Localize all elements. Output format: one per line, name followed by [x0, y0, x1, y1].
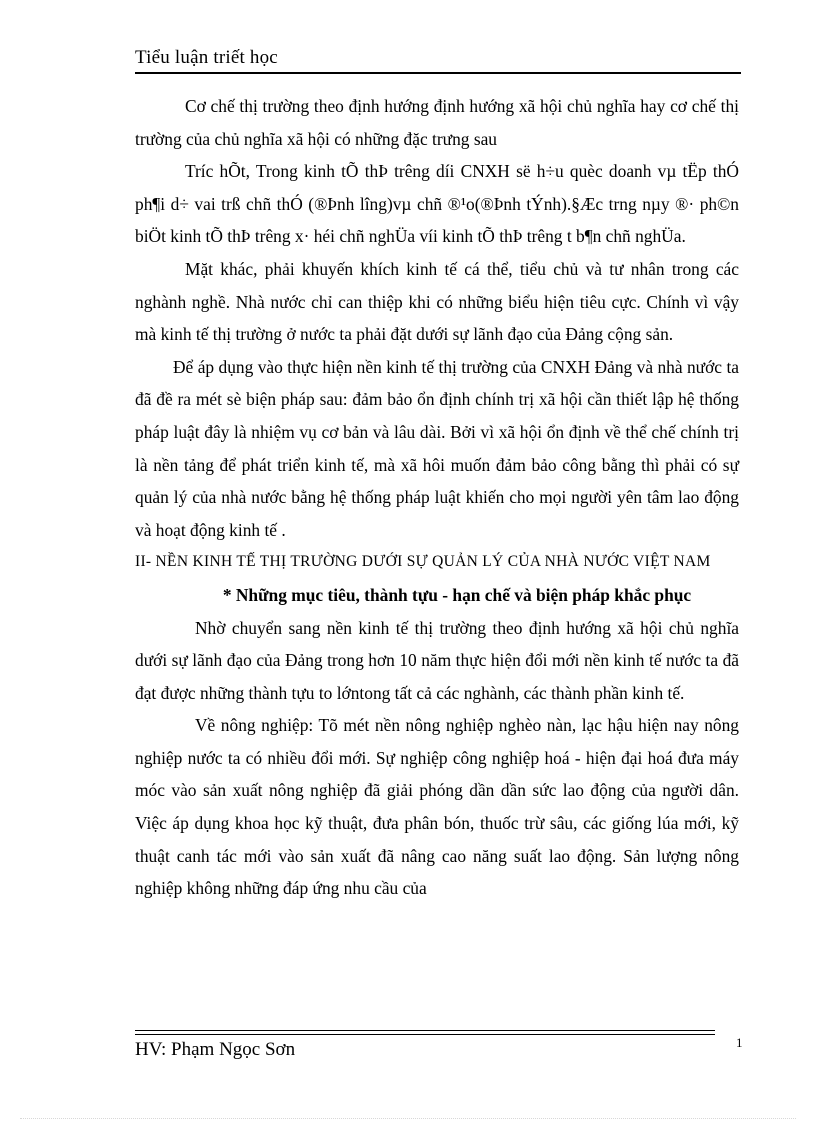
page-bottom-border [20, 1118, 796, 1119]
paragraph-agriculture: Về nông nghiệp: Tõ mét nền nông nghiệp nghèo nàn, lạc hậu hiện nay nông nghiệp nước ta có nhiều đổi mới. Sự nghiệp công nghiệp hoá - hiện đại hoá đưa máy móc vào sản xuất nông nghiệp đã giải phóng dần dần sức lao động của người dân. Việc áp dụng khoa học kỹ thuật, đưa phân bón, thuốc trừ sâu, các giống lúa mới, kỹ thuật canh tác mới vào sản xuất đã nâng cao năng suất lao động. Sản lượng nông nghiệp không những đáp ứng nhu cầu của [135, 715, 739, 899]
subheading: * Những mục tiêu, thành tựu - hạn chế và biện pháp khắc phục [222, 584, 692, 605]
document-body [135, 90, 739, 905]
paragraph-ownership: Tríc hÕt, Trong kinh tÕ thÞ trêng díi CNXH së h÷u quèc doanh vµ tËp thÓ ph¶i d÷ vai trß chñ thÓ (®Þnh lîng)vµ chñ ®¹o(®Þnh tÝnh).§Æc trng nµy ®· ph©n biÖt kinh tÕ thÞ trêng x· héi chñ nghÜa víi kinh tÕ thÞ trêng t b¶n chñ nghÜa. [135, 161, 739, 247]
footer-divider-bottom [135, 1034, 715, 1035]
paragraph-achievements: Nhờ chuyển sang nền kinh tế thị trường theo định hướng xã hội chủ nghĩa dưới sự lãnh đạo của Đảng trong hơn 10 năm thực hiện đổi mới nền kinh tế nước ta đã đạt được những thành tựu to lớntong tất cả các nghành, các thành phần kinh tế. [135, 617, 739, 703]
header-divider [135, 72, 741, 74]
paragraph-market-mechanism: Cơ chế thị trường theo định hướng định hướng xã hội chủ nghĩa hay cơ chế thị trường của chủ nghĩa xã hội có những đặc trưng sau [135, 96, 739, 149]
footer-divider-top [135, 1030, 715, 1031]
footer-author: HV: Phạm Ngọc Sơn [135, 1039, 296, 1060]
paragraph-measures: Để áp dụng vào thực hiện nền kinh tế thị trường của CNXH Đảng và nhà nước ta đã đề ra mét sè biện pháp sau: đảm bảo ổn định chính trị xã hội cần thiết lập hệ thống pháp luật đây là nhiệm vụ cơ bản và lâu dài. Bởi vì xã hội ổn định về thể chế chính trị là nền tảng để phát triển kinh tế, mà xã hôi muốn đảm bảo công bằng thì phải có sự quản lý của nhà nước bằng hệ thống pháp luật khiến cho mọi người yên tâm lao động và hoạt động kinh tế . [135, 356, 739, 540]
page-header-title: Tiểu luận triết học [135, 47, 278, 68]
paragraph-encourage-private: Mặt khác, phải khuyến khích kinh tế cá thể, tiểu chủ và tư nhân trong các nghành nghề. Nhà nước chỉ can thiệp khi có những biểu hiện tiêu cực. Chính vì vậy mà kinh tế thị trường ở nước ta phải đặt dưới sự lãnh đạo của Đảng cộng sản. [135, 258, 739, 345]
section-heading: II- NỀN KINH TẾ THỊ TRƯỜNG DƯỚI SỰ QUẢN LÝ CỦA NHÀ NƯỚC VIỆT NAM [135, 553, 711, 571]
page-number: 1 [736, 1035, 743, 1050]
